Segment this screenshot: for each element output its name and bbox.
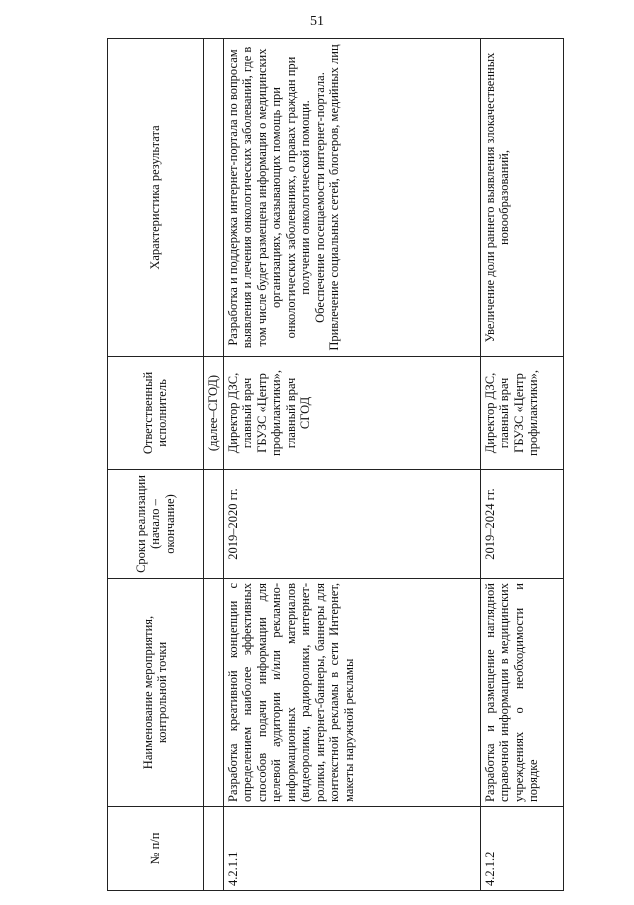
continuation-cell-empty: [203, 579, 223, 807]
header-name: Наименование мероприятия, контрольной точки: [108, 579, 204, 807]
row-deadline: 2019–2024 гг.: [480, 470, 563, 579]
row-responsible: Директор ДЗС, главный врач ГБУЗС «Центр профилактики», главный врач СГОД: [223, 357, 480, 470]
table-header-row: [108, 39, 204, 891]
row-result: [223, 39, 480, 357]
header-result: Характеристика результата: [108, 39, 204, 357]
continuation-cell-empty: [203, 39, 223, 357]
row-name: Разработка и размещение наглядной справочной информации в медицинских учреждениях о необходимости и порядке: [480, 579, 563, 807]
row-result-main: Разработка и поддержка интернет-портала по вопросам выявления и лечения онкологических заболеваний, где в том числе будет размещена информация о медицинских организациях, оказывающих помощь при онкологических заболеваниях, о правах граждан при получении онкологической помощи.: [225, 46, 313, 349]
row-result: Увеличение доли раннего выявления злокачественных новообразований,: [480, 39, 563, 357]
row-num: 4.2.1.1: [223, 807, 480, 891]
row-name: Разработка креативной концепции с определением наиболее эффективных способов подачи информации для целевой аудитории и/или рекламно-информационных материалов (видеоролики, радиоролики, интернет-ролики, интернет-баннеры, баннеры для контекстной рекламы в сети Интернет, макеты наружной рекламы: [223, 579, 480, 807]
continuation-responsible: (далее–СГОД): [203, 357, 223, 470]
row-deadline: 2019–2020 гг.: [223, 470, 480, 579]
continuation-cell-empty: [203, 807, 223, 891]
plan-table: [107, 38, 564, 891]
row-num: 4.2.1.2: [480, 807, 563, 891]
continuation-cell-empty: [203, 470, 223, 579]
page-number: 51: [310, 14, 324, 29]
row-result-extra: Привлечение социальных сетей, блогеров, медийных лиц: [327, 44, 342, 351]
continuation-row: [203, 39, 223, 891]
row-result-extra: Обеспечение посещаемости интернет-портала.: [312, 72, 327, 323]
header-num: № п/п: [108, 807, 204, 891]
header-responsible: Ответственный исполнитель: [108, 357, 204, 470]
row-responsible: Директор ДЗС, главный врач ГБУЗС «Центр профилактики»,: [480, 357, 563, 470]
table-row: [223, 39, 480, 891]
rotated-table-wrapper: [107, 39, 564, 891]
table-row: [480, 39, 563, 891]
header-deadline: Сроки реализации (начало – окончание): [108, 470, 204, 579]
